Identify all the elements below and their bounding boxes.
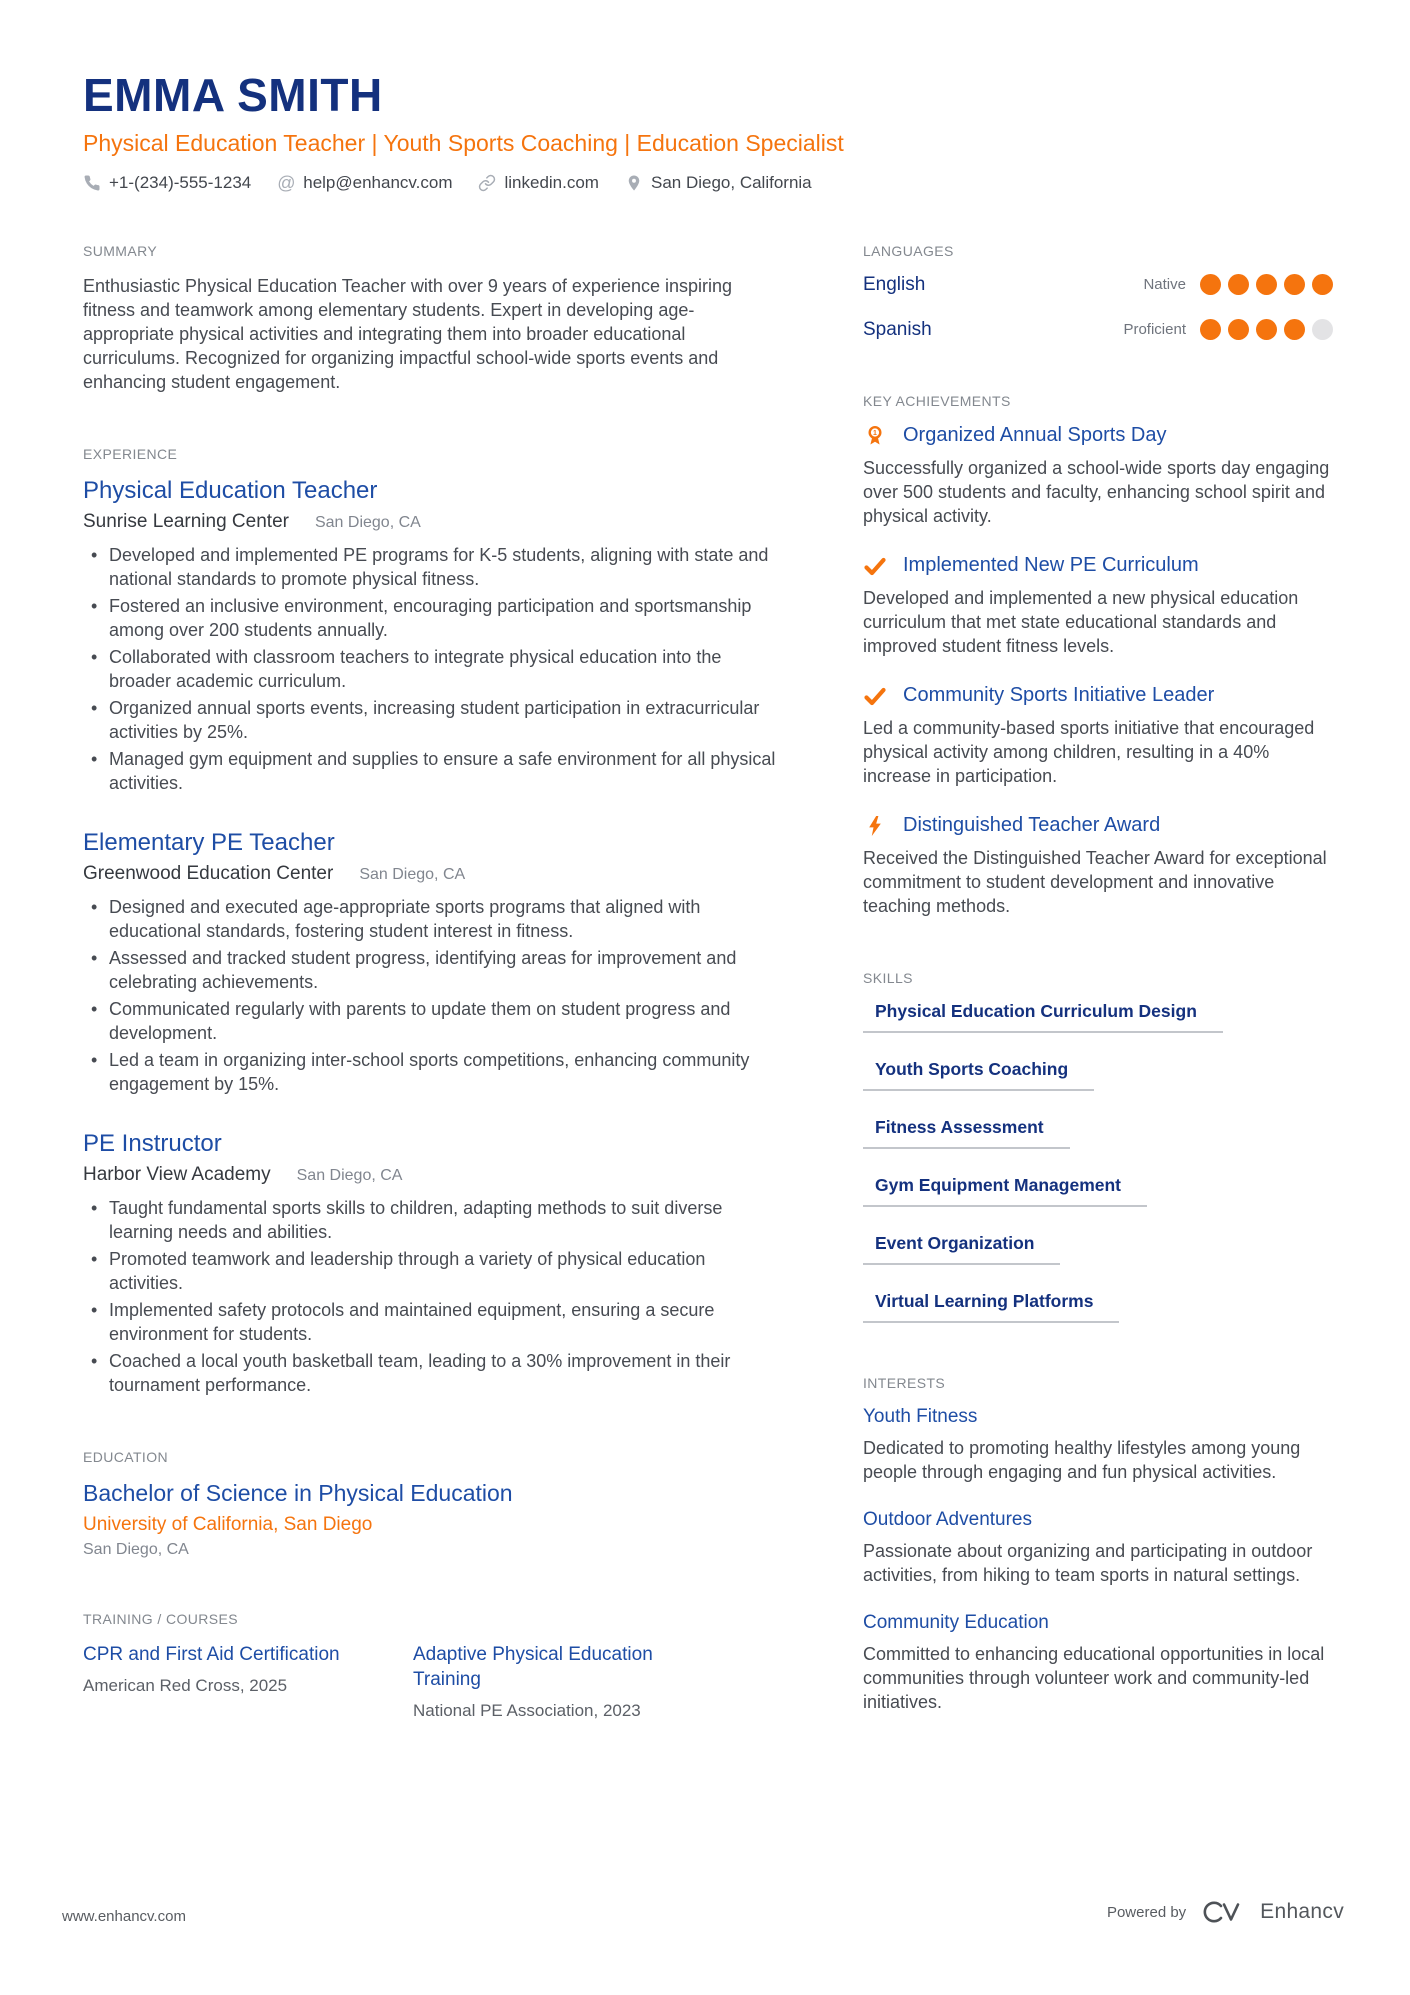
contact-row: [83, 173, 1410, 193]
contact-email[interactable]: [277, 173, 452, 193]
enhancv-brand-text[interactable]: Enhancv: [1260, 1900, 1344, 1923]
skill-item: Gym Equipment Management: [863, 1175, 1147, 1207]
training-label: TRAINING / COURSES: [83, 1610, 238, 1627]
rating-dot-filled: [1284, 274, 1305, 295]
skill-item: Youth Sports Coaching: [863, 1059, 1094, 1091]
language-row: [863, 274, 1333, 296]
link-icon: [478, 174, 496, 192]
job-title: PE Instructor: [83, 1129, 222, 1157]
medal-icon: [863, 424, 887, 448]
achievement-text: Developed and implemented a new physical education curriculum that met state educational standards and improved student fitness levels.: [863, 587, 1299, 656]
interest-text: Passionate about organizing and participating in outdoor activities, from hiking to team sports in natural settings.: [863, 1540, 1313, 1585]
education-school: University of California, San Diego: [83, 1513, 373, 1535]
achievement-entry: [863, 424, 1333, 528]
job-bullet: • Led a team in organizing inter-school sports competitions, enhancing community engagement by 15%.: [83, 1048, 783, 1096]
job-company: Sunrise Learning Center: [83, 510, 289, 532]
job-bullet: • Managed gym equipment and supplies to ensure a safe environment for all physical activities.: [83, 747, 783, 795]
section-summary: [83, 243, 783, 394]
achievement-title: Organized Annual Sports Day: [903, 424, 1167, 447]
footer-branding: [1107, 1898, 1344, 1926]
course-org: American Red Cross, 2025: [83, 1675, 288, 1695]
language-rating-dots: [1200, 319, 1333, 340]
job-bullet: • Coached a local youth basketball team, leading to a 30% improvement in their tournament performance.: [83, 1349, 783, 1397]
job-company: Harbor View Academy: [83, 1163, 271, 1185]
job-bullet: • Designed and executed age-appropriate sports programs that aligned with educational standards, fostering student interest in fitness.: [83, 895, 783, 943]
job-entry: [83, 1130, 783, 1397]
powered-by-text: Powered by: [1106, 1903, 1187, 1921]
contact-phone: [83, 173, 251, 193]
skill-item: Event Organization: [863, 1233, 1060, 1265]
rating-dot-filled: [1200, 274, 1221, 295]
course-entry: [413, 1642, 713, 1721]
bolt-icon: [863, 814, 887, 838]
job-bullet: • Fostered an inclusive environment, encouraging participation and sportsmanship among over 200 students annually.: [83, 594, 783, 642]
job-company: Greenwood Education Center: [83, 862, 334, 884]
section-languages: [863, 243, 1333, 341]
job-bullet: • Developed and implemented PE programs for K-5 students, aligning with state and national standards to promote physical fitness.: [83, 543, 783, 591]
phone-number: +1-(234)-555-1234: [109, 172, 252, 192]
job-bullets: [83, 895, 783, 1096]
rating-dot-filled: [1228, 274, 1249, 295]
check-icon: [863, 554, 887, 578]
achievement-title: Implemented New PE Curriculum: [903, 554, 1199, 577]
rating-dot-empty: [1312, 319, 1333, 340]
job-bullet: • Promoted teamwork and leadership through a variety of physical education activities.: [83, 1247, 783, 1295]
language-name: English: [863, 273, 926, 295]
section-training: [83, 1611, 783, 1721]
skills-label: SKILLS: [863, 969, 913, 986]
achievement-text: Successfully organized a school-wide sports day engaging over 500 students and faculty, enhancing school spirit and physical activity.: [863, 457, 1330, 526]
languages-label: LANGUAGES: [863, 242, 954, 259]
linkedin-url[interactable]: linkedin.com: [504, 172, 599, 192]
skill-item: Physical Education Curriculum Design: [863, 1001, 1223, 1033]
course-org: National PE Association, 2023: [413, 1700, 641, 1720]
job-location: San Diego, CA: [359, 865, 466, 883]
interest-entry: [863, 1612, 1333, 1714]
section-achievements: [863, 393, 1333, 918]
language-rating-dots: [1200, 274, 1333, 295]
contact-location: [625, 173, 812, 193]
language-level: Proficient: [1123, 321, 1186, 339]
person-headline: Physical Education Teacher | Youth Sports Coaching | Education Specialist: [83, 129, 844, 156]
email-address[interactable]: help@enhancv.com: [303, 172, 453, 192]
job-bullet: • Communicated regularly with parents to update them on student progress and development.: [83, 997, 783, 1045]
job-bullet: • Assessed and tracked student progress, identifying areas for improvement and celebrating achievements.: [83, 946, 783, 994]
interest-title: Outdoor Adventures: [863, 1508, 1032, 1530]
job-title: Elementary PE Teacher: [83, 828, 335, 856]
achievement-text: Led a community-based sports initiative that encouraged physical activity among children, resulting in a 40% increase in participation.: [863, 717, 1315, 786]
achievement-title: Community Sports Initiative Leader: [903, 684, 1215, 707]
rating-dot-filled: [1200, 319, 1221, 340]
skill-item: Virtual Learning Platforms: [863, 1291, 1119, 1323]
course-entry: [83, 1642, 383, 1721]
phone-icon: [83, 174, 101, 192]
right-column: [863, 243, 1333, 1739]
rating-dot-filled: [1256, 319, 1277, 340]
job-bullet: • Implemented safety protocols and maintained equipment, ensuring a secure environment for students.: [83, 1298, 783, 1346]
job-bullet: • Organized annual sports events, increasing student participation in extracurricular activities by 25%.: [83, 696, 783, 744]
experience-label: EXPERIENCE: [83, 445, 178, 462]
section-skills: [863, 970, 1333, 1323]
course-title: CPR and First Aid Certification: [83, 1643, 340, 1665]
interest-entry: [863, 1509, 1333, 1587]
achievement-title: Distinguished Teacher Award: [903, 814, 1161, 837]
job-bullet: • Taught fundamental sports skills to children, adapting methods to suit diverse learning needs and abilities.: [83, 1196, 783, 1244]
section-interests: [863, 1375, 1333, 1714]
section-experience: [83, 446, 783, 1397]
interest-title: Youth Fitness: [863, 1405, 978, 1427]
job-title: Physical Education Teacher: [83, 476, 378, 504]
achievement-entry: [863, 814, 1333, 918]
language-level: Native: [1143, 276, 1186, 294]
job-bullet: • Collaborated with classroom teachers to integrate physical education into the broader academic curriculum.: [83, 645, 783, 693]
enhancv-logo-icon: [1200, 1898, 1246, 1926]
interests-label: INTERESTS: [863, 1374, 946, 1391]
job-location: San Diego, CA: [314, 513, 421, 531]
summary-text: Enthusiastic Physical Education Teacher with over 9 years of experience inspiring fitness and teamwork among elementary students. Expert in developing age-appropriate physical activities and integrating them into broader educational curriculums. Recognized for organizing impactful school-wide sports events and enhancing student engagement.: [83, 275, 733, 392]
language-row: [863, 319, 1333, 341]
at-icon: @: [277, 172, 296, 193]
skill-item: Fitness Assessment: [863, 1117, 1070, 1149]
person-name: EMMA SMITH: [83, 69, 383, 121]
footer-site-url[interactable]: www.enhancv.com: [62, 1908, 186, 1925]
achievement-entry: [863, 684, 1333, 788]
section-education: [83, 1449, 783, 1559]
header: [83, 70, 1410, 193]
rating-dot-filled: [1284, 319, 1305, 340]
language-name: Spanish: [863, 318, 932, 340]
rating-dot-filled: [1256, 274, 1277, 295]
education-degree: Bachelor of Science in Physical Education: [83, 1479, 513, 1506]
job-bullets: [83, 543, 783, 795]
contact-link[interactable]: [478, 173, 599, 193]
summary-label: SUMMARY: [83, 242, 158, 259]
interest-text: Dedicated to promoting healthy lifestyles among young people through engaging and fun physical activities.: [863, 1437, 1301, 1482]
course-title: Adaptive Physical Education Training: [413, 1643, 653, 1690]
rating-dot-filled: [1312, 274, 1333, 295]
job-location: San Diego, CA: [296, 1166, 403, 1184]
interest-entry: [863, 1406, 1333, 1484]
achievements-label: KEY ACHIEVEMENTS: [863, 392, 1011, 409]
interest-title: Community Education: [863, 1611, 1049, 1633]
check-icon: [863, 684, 887, 708]
education-label: EDUCATION: [83, 1448, 169, 1465]
achievement-entry: [863, 554, 1333, 658]
job-bullets: [83, 1196, 783, 1397]
job-entry: [83, 477, 783, 795]
rating-dot-filled: [1228, 319, 1249, 340]
achievement-text: Received the Distinguished Teacher Award for exceptional commitment to student development and innovative teaching methods.: [863, 847, 1327, 916]
location-text: San Diego, California: [650, 172, 812, 192]
job-entry: [83, 829, 783, 1096]
left-column: [83, 243, 783, 1739]
svg-text:1: 1: [873, 429, 877, 437]
pin-icon: [625, 174, 643, 192]
education-location: San Diego, CA: [83, 1540, 189, 1558]
interest-text: Committed to enhancing educational opportunities in local communities through volunteer work and community-led initiatives.: [863, 1643, 1325, 1712]
